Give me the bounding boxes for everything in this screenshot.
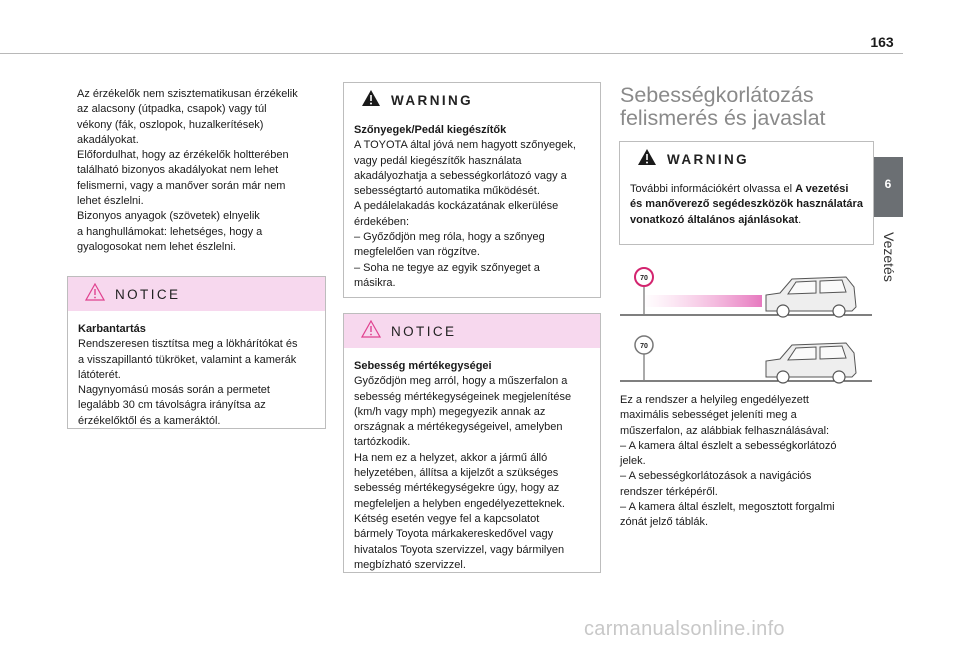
warning-text-pre: További információkért olvassa el bbox=[630, 183, 796, 195]
warning-header bbox=[344, 83, 600, 117]
notice-text: Győződjön meg arról, hogy a műszerfalon a sebesség mértékegységeinek megjelenítése (km/h vagy mph) megegyezik annak az országnak a mértékegységeivel, amelyben tartózkodik. Ha nem ez a helyzet, akkor a jármű álló helyzetében, állítsa a kijelzőt a szükséges sebesség mértékegységekre úgy, hogy az megfeleljen a helyben engedélyezetteknek. Kétség esetén vegye fel a kapcsolatot bármely Toyota márkakereskedővel vagy hivatalos Toyota szervizzel, vagy bármilyen megbízható szervizzel. bbox=[354, 375, 572, 571]
notice-heading: Karbantartás bbox=[78, 323, 146, 335]
chapter-number: 6 bbox=[884, 177, 892, 191]
left-column-text: Az érzékelők nem szisztematikusan érzékelik az alacsony (útpadka, csapok) vagy túl vékony (fák, oszlopok, huzalkerítések) akadályokat. Előfordulhat, hogy az érzékelők holtterében található bizonyos akadályokat nem lehet felismerni, vagy a manőver során már nem lehet észlelni. Bizonyos anyagok (szövetek) elnyelik a hanghullámokat: lehetséges, hogy a gyalogosokat nem lehet észlelni. bbox=[77, 88, 298, 253]
chapter-tab[interactable] bbox=[873, 157, 903, 217]
speed-sign-illustration-top bbox=[620, 257, 872, 319]
page-number: 163 bbox=[870, 34, 894, 50]
warning-triangle-icon bbox=[361, 89, 381, 112]
warning-text-post: . bbox=[798, 213, 802, 226]
header-divider bbox=[0, 53, 903, 54]
notice-triangle-icon bbox=[85, 283, 105, 306]
warning-triangle-icon bbox=[637, 148, 657, 171]
notice-box-maintenance bbox=[67, 276, 326, 429]
speed-sign-value: 70 bbox=[640, 343, 648, 350]
warning-heading: Szőnyegek/Pedál kiegészítők bbox=[354, 124, 507, 136]
warning-box-reference bbox=[619, 141, 874, 245]
warning-title: WARNING bbox=[391, 92, 474, 108]
notice-text: Rendszeresen tisztítsa meg a lökhárítókat és a visszapillantó tükröket, valamint a kamerák látóterét. Nagynyomású mosás során a permetet legalább 30 cm távolságra irányítsa az érzékelőktől és a kameráktól. bbox=[78, 338, 298, 427]
warning-box-mats bbox=[343, 82, 601, 298]
speed-sign-value: 70 bbox=[640, 275, 648, 282]
warning-title: WARNING bbox=[667, 151, 750, 167]
warning-text: A TOYOTA által jóvá nem hagyott szőnyegek, vagy pedál kiegészítők használata akadályozhatja a sebességkorlátozó vagy a sebességtartó automatika működését. A pedálelakadás kockázatának elkerülése érdekében: – Győződjön meg róla, hogy a szőnyeg megfelelően van rögzítve. – Soha ne tegye az egyik szőnyeget a másikra. bbox=[354, 139, 576, 289]
speed-sign-illustration-bottom bbox=[620, 323, 872, 385]
notice-title: NOTICE bbox=[115, 286, 181, 302]
warning-link-reference[interactable]: A vezetési és manőverező segédeszközök használatára vonatkozó általános ajánlásokat bbox=[630, 183, 863, 226]
right-column-text: Ez a rendszer a helyileg engedélyezett maximális sebességet jeleníti meg a műszerfalon, az alábbiak felhasználásával: – A kamera által észlelt a sebességkorlátozó jelek. – A sebességkorlátozások a navigációs rendszer térképéről. – A kamera által észlelt, megosztott forgalmi zónát jelző táblák. bbox=[620, 394, 837, 529]
notice-box-units bbox=[343, 313, 601, 573]
section-title: Sebességkorlátozás felismerés és javaslat bbox=[620, 83, 826, 130]
chapter-label: Vezetés bbox=[881, 232, 897, 282]
notice-title: NOTICE bbox=[391, 323, 457, 339]
watermark: carmanualsonline.info bbox=[584, 618, 785, 640]
warning-header bbox=[620, 142, 873, 176]
notice-header bbox=[344, 314, 600, 348]
notice-triangle-icon bbox=[361, 320, 381, 343]
notice-heading: Sebesség mértékegységei bbox=[354, 360, 492, 372]
notice-header bbox=[68, 277, 325, 311]
